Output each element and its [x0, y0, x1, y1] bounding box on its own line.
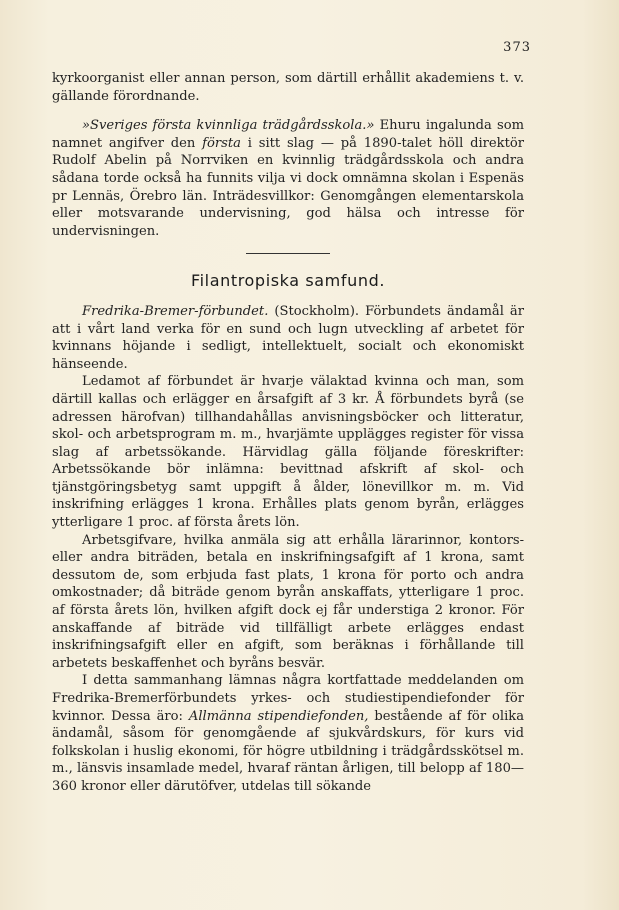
school-text-b: i sitt slag — på 1890-talet höll direktör Rudolf Abelin på Norrviken en kvinnlig trädgårdsskola och andra sådana torde också ha funnits vilja vi dock omnämna skolan i Espenäs pr Lennäs, Örebro län. Inträdesvillkor: Genomgången elementarskola eller motsvarande undervisning, god hälsa och intresse för undervisningen.	[52, 135, 524, 239]
fredrika-title: Fredrika-Bremer-förbundet.	[82, 303, 269, 319]
paragraph-arbetsgifvare: Arbetsgifvare, hvilka anmäla sig att erhålla lärarinnor, kontors- eller andra biträden, betala en inskrifningsafgift af 1 krona, samt dessutom de, som erbjuda fast plats, 1 krona för porto och andra omkostnader; då biträde genom byrån anskaffats, ytterligare 1 proc. af första årets lön, hvilken afgift dock ej får understiga 2 kronor. För anskaffande af biträde vid tillfälligt arbete erlägges endast inskrifningsafgift eller en afgift, som beräknas i förhållande till arbetets beskaffenhet och byråns besvär.	[52, 532, 524, 671]
paragraph-tradgardsskola	[52, 117, 524, 240]
paragraph-continuation: kyrkoorganist eller annan person, som därtill erhållit akademiens t. v. gällande förordnande.	[52, 71, 524, 104]
page-body	[52, 70, 524, 796]
section-heading: Filantropiska samfund.	[190, 271, 386, 291]
paragraph-stipendiefonder	[52, 672, 524, 795]
stipend-fund-name: Allmänna stipendiefonden,	[188, 708, 369, 724]
school-emphasis: första	[202, 135, 241, 151]
school-title: »Sveriges första kvinnliga trädgårdsskola.»	[82, 118, 375, 134]
paragraph-fredrika-intro	[52, 303, 524, 373]
school-text-a: Ehuru ingalunda som namnet angifver den	[52, 118, 524, 151]
page-number: 373	[503, 40, 531, 55]
stipend-text-b: bestående af för olika ändamål, såsom för genomgående af sjukvårdskurs, för kurs vid folkskolan i huslig ekonomi, för högre utbildning i trädgårdsskötsel m. m., länsvis insamlade medel, hvaraf räntan årligen, till belopp af 180—360 kronor eller därutöfver, utdelas till sökande	[52, 708, 524, 794]
stipend-text-a: I detta sammanhang lämnas några kortfattade meddelanden om Fredrika-Bremerförbundets yrkes- och studiestipendiefonder för kvinnor. Dessa äro:	[52, 673, 524, 724]
section-divider	[246, 253, 330, 254]
paragraph-ledamot: Ledamot af förbundet är hvarje välaktad kvinna och man, som därtill kallas och erlägger en årsafgift af 3 kr. Å förbundets byrå (se adressen härofvan) tillhandahållas anvisningsböcker och litteratur, skol- och arbetsprogram m. m., hvarjämte upplägges register för vissa slag af arbetssökande. Härvidlag gälla följande föreskrifter: Arbetssökande bör inlämna: bevittnad afskrift af skol- och tjänstgöringsbetyg samt uppgift å ålder, lönevillkor m. m. Vid inskrifning erlägges 1 krona. Erhålles plats genom byrån, erlägges ytterligare 1 proc. af första årets lön.	[52, 374, 524, 531]
paragraph-gap	[52, 105, 524, 117]
fredrika-intro-text: (Stockholm). Förbundets ändamål är att i vårt land verka för en sund och lugn utveckling af arbetet för kvinnans höjande i sedligt, intellektuelt, socialt och ekonomiskt hänseende.	[52, 303, 524, 372]
